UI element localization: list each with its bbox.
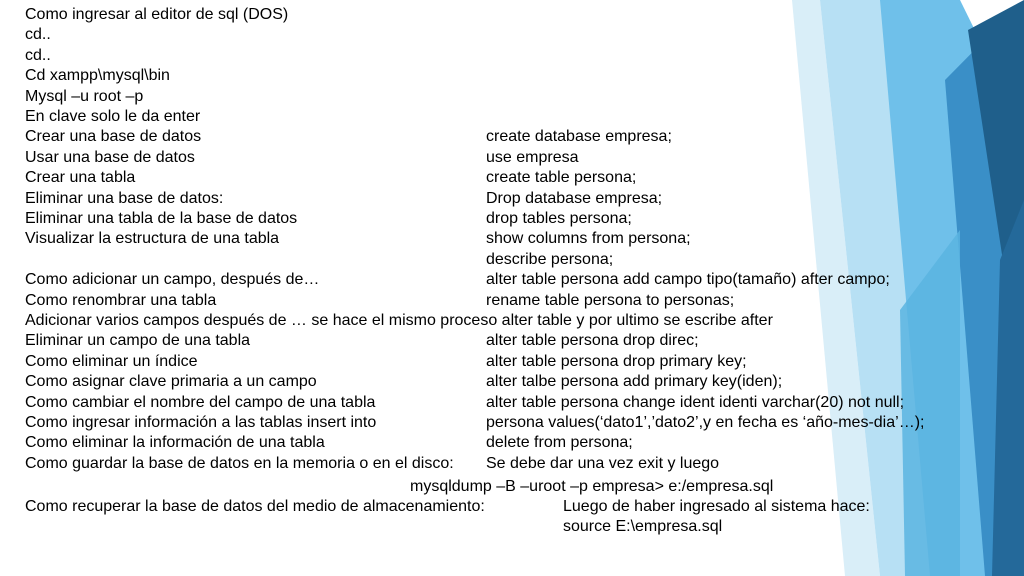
- instruction-text: Crear una tabla: [25, 169, 136, 187]
- recover-label: Como recuperar la base de datos del medio de almacenamiento:: [25, 498, 485, 515]
- recover-line-1: Luego de haber ingresado al sistema hace:: [563, 498, 870, 515]
- command-text: create table persona;: [486, 169, 637, 187]
- command-text: rename table persona to personas;: [486, 291, 735, 309]
- instruction-text: Eliminar una base de datos:: [25, 189, 224, 207]
- recover-line-2: source E:\empresa.sql: [563, 518, 723, 535]
- instruction-text: Como guardar la base de datos en la memoria o en el disco:: [25, 454, 454, 472]
- command-text: alter table persona drop primary key;: [486, 352, 747, 370]
- instruction-text: Eliminar un campo de una tabla: [25, 332, 251, 350]
- instruction-text: Crear una base de datos: [25, 128, 202, 146]
- instruction-text: Usar una base de datos: [25, 148, 195, 166]
- instruction-text: Como renombrar una tabla: [25, 291, 217, 309]
- instruction-text: Como eliminar un índice: [25, 352, 198, 370]
- instruction-text: Como ingresar al editor de sql (DOS): [25, 6, 289, 23]
- command-text: show columns from persona;: [486, 230, 691, 248]
- instruction-text: Como asignar clave primaria a un campo: [25, 373, 317, 391]
- instruction-text: Cd xampp\mysql\bin: [25, 67, 170, 85]
- command-text: alter table persona add campo tipo(tamaño) after campo;: [486, 271, 890, 289]
- instruction-text: Eliminar una tabla de la base de datos: [25, 210, 298, 227]
- command-text: Se debe dar una vez exit y luego: [486, 454, 720, 472]
- instruction-text: Adicionar varios campos después de … se hace el mismo proceso alter table y por ultimo se escribe after: [25, 312, 773, 329]
- instruction-text: cd..: [25, 26, 51, 44]
- command-text: alter table persona drop direc;: [486, 332, 699, 350]
- command-text: alter talbe persona add primary key(iden);: [486, 373, 783, 391]
- instruction-text: Como eliminar la información de una tabla: [25, 434, 325, 452]
- command-text: describe persona;: [486, 250, 614, 268]
- command-text: use empresa: [486, 148, 579, 166]
- mysqldump-line: mysqldump –B –uroot –p empresa> e:/empresa.sql: [410, 478, 774, 495]
- command-text: create database empresa;: [486, 128, 672, 146]
- command-text: alter table persona change ident identi varchar(20) not null;: [486, 393, 905, 411]
- command-text: persona values(‘dato1’,’dato2’,y en fecha es ‘año-mes-dia’…);: [486, 414, 925, 431]
- command-text: Drop database empresa;: [486, 189, 663, 207]
- command-text: drop tables persona;: [486, 210, 632, 227]
- instruction-text: Mysql –u root –p: [25, 87, 144, 105]
- command-text: delete from persona;: [486, 434, 633, 452]
- instruction-text: Como adicionar un campo, después de…: [25, 271, 320, 289]
- instruction-text: En clave solo le da enter: [25, 108, 201, 125]
- instruction-text: Visualizar la estructura de una tabla: [25, 230, 280, 248]
- instruction-text: Como ingresar información a las tablas insert into: [25, 414, 377, 431]
- instruction-text: Como cambiar el nombre del campo de una tabla: [25, 393, 376, 411]
- instruction-text: cd..: [25, 46, 51, 64]
